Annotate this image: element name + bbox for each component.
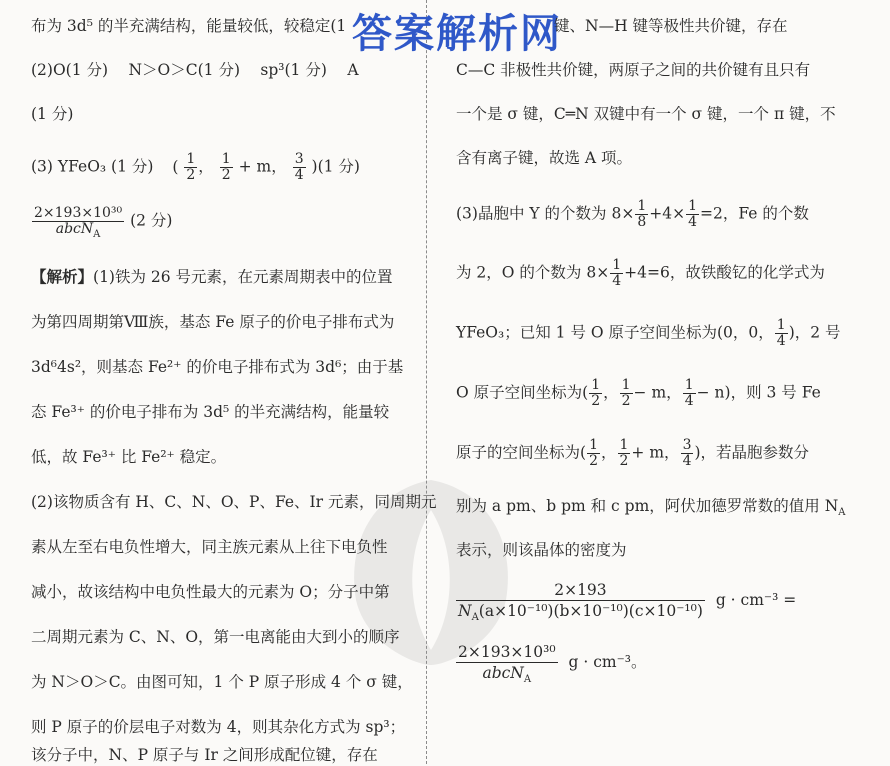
analysis-line-4: 态 Fe³⁺ 的价电子排布为 3d⁵ 的半充满结构，能量较: [31, 403, 390, 421]
right-line-11: 表示，则该晶体的密度为: [456, 541, 627, 559]
analysis-line-5: 低，故 Fe³⁺ 比 Fe²⁺ 稳定。: [31, 448, 227, 466]
right-line-6: 为 2，O 的个数为 8× $\frac{1}{4}$ +4=6，故铁酸钇的化学式为: [456, 257, 825, 289]
analysis-heading: 【解析】: [31, 267, 94, 286]
fraction-three-quarters: $\frac{3}{4}$: [294, 151, 304, 183]
density-equation-2: 2×193×10³⁰ abcN$_A$ g · cm⁻³。: [458, 643, 647, 686]
analysis-line-8: 减小，故该结构中电负性最大的元素为 O；分子中第: [31, 583, 390, 601]
watermark-text: 答案解析网: [352, 11, 562, 57]
density-answer: [31, 205, 173, 240]
right-line-10: 别为 a pm、b pm 和 c pm，阿伏加德罗常数的值用 $N_A$: [456, 497, 846, 519]
right-line-2: C—C 非极性共价键，两原子之间的共价键有且只有: [456, 61, 811, 79]
analysis-line-9: 二周期元素为 C、N、O，第一电离能由大到小的顺序: [31, 628, 400, 646]
analysis-line-1: 【解析】(1)铁为 26 号元素，在元素周期表中的位置: [31, 267, 393, 286]
fraction-one-quarter: $\frac{1}{4}$: [688, 198, 698, 230]
right-line-7: YFeO₃；已知 1 号 O 原子空间坐标为(0，0， $\frac{1}{4}$ )，2 号: [456, 317, 841, 349]
coord-open: (: [172, 157, 179, 176]
right-line-9: 原子的空间坐标为( $\frac{1}{2}$ ， $\frac{1}{2}$ + m， $\frac{3}{4}$ )，若晶胞参数分: [456, 437, 810, 469]
density-fraction-full: $\frac{2\times 193}{N_A(a\times 10^{-10})(b\times 10^{-10})(c\times 10^{-10})}$: [458, 581, 703, 624]
left-line-2: (2)O(1 分) N＞O＞C(1 分) sp³(1 分) A: [31, 61, 359, 79]
score-2: (2 分): [130, 211, 173, 230]
analysis-line-6: (2)该物质含有 H、C、N、O、P、Fe、Ir 元素，同周期元: [31, 493, 437, 511]
right-line-5: (3)晶胞中 Y 的个数为 8× $\frac{1}{8}$ +4× $\frac{1}{4}$ =2，Fe 的个数: [456, 198, 809, 230]
answer-3-line: (3) YFeO₃ (1 分) ( $\frac{1}{2}$ ， $\frac{1}{2}$ + m， $\frac{3}{4}$ )(1 分): [31, 151, 360, 183]
right-line-3: 一个是 σ 键，C═N 双键中有一个 σ 键，一个 π 键，不: [456, 105, 836, 123]
right-line-8: O 原子空间坐标为( $\frac{1}{2}$ ， $\frac{1}{2}$ − m， $\frac{1}{4}$ − n)，则 3 号 Fe: [456, 377, 821, 409]
fraction-one-quarter: $\frac{1}{4}$: [612, 257, 622, 289]
plus-m: + m: [238, 157, 272, 176]
analysis-line-11: 则 P 原子的价层电子对数为 4，则其杂化方式为 sp³；: [31, 718, 406, 736]
analysis-line-3: 3d⁶4s²，则基态 Fe²⁺ 的价电子排布式为 3d⁶；由于基: [31, 358, 404, 376]
fraction-one-eighth: $\frac{1}{8}$: [637, 198, 647, 230]
density-fraction-simplified: 2×193×10³⁰ abcN$_A$: [458, 643, 556, 686]
fraction-half: $\frac{1}{2}$: [221, 151, 231, 183]
left-line-3: (1 分): [31, 105, 74, 123]
right-line-4: 含有离子键，故选 A 项。: [456, 149, 633, 167]
coord-close: )(1 分): [311, 157, 360, 176]
analysis-line-7: 素从左至右电负性增大，同主族元素从上往下电负性: [31, 538, 388, 556]
analysis-line-2: 为第四周期第Ⅷ族，基态 Fe 原子的价电子排布式为: [31, 313, 395, 331]
density-equation-1: $\frac{2\times 193}{N_A(a\times 10^{-10})(b\times 10^{-10})(c\times 10^{-10})}$ g · cm⁻³ =: [458, 581, 797, 624]
density-fraction: $\frac{\text{2×193×10³⁰}}{abcN_A}$: [34, 205, 123, 240]
answer-3-formula: (3) YFeO₃ (1 分): [31, 157, 154, 176]
left-line-1: 布为 3d⁵ 的半充满结构，能量较低，较稳定(1: [31, 17, 347, 35]
analysis-line-12: 该分子中，N、P 原子与 Ir 之间形成配位键，存在: [31, 746, 378, 764]
right-line-1: 键、N—H 键等极性共价键，存在: [554, 17, 788, 35]
fraction-one-quarter: $\frac{1}{4}$: [776, 317, 786, 349]
fraction-half: $\frac{1}{2}$: [186, 151, 196, 183]
analysis-line-10: 为 N＞O＞C。由图可知，1 个 P 原子形成 4 个 σ 键，: [31, 673, 413, 691]
